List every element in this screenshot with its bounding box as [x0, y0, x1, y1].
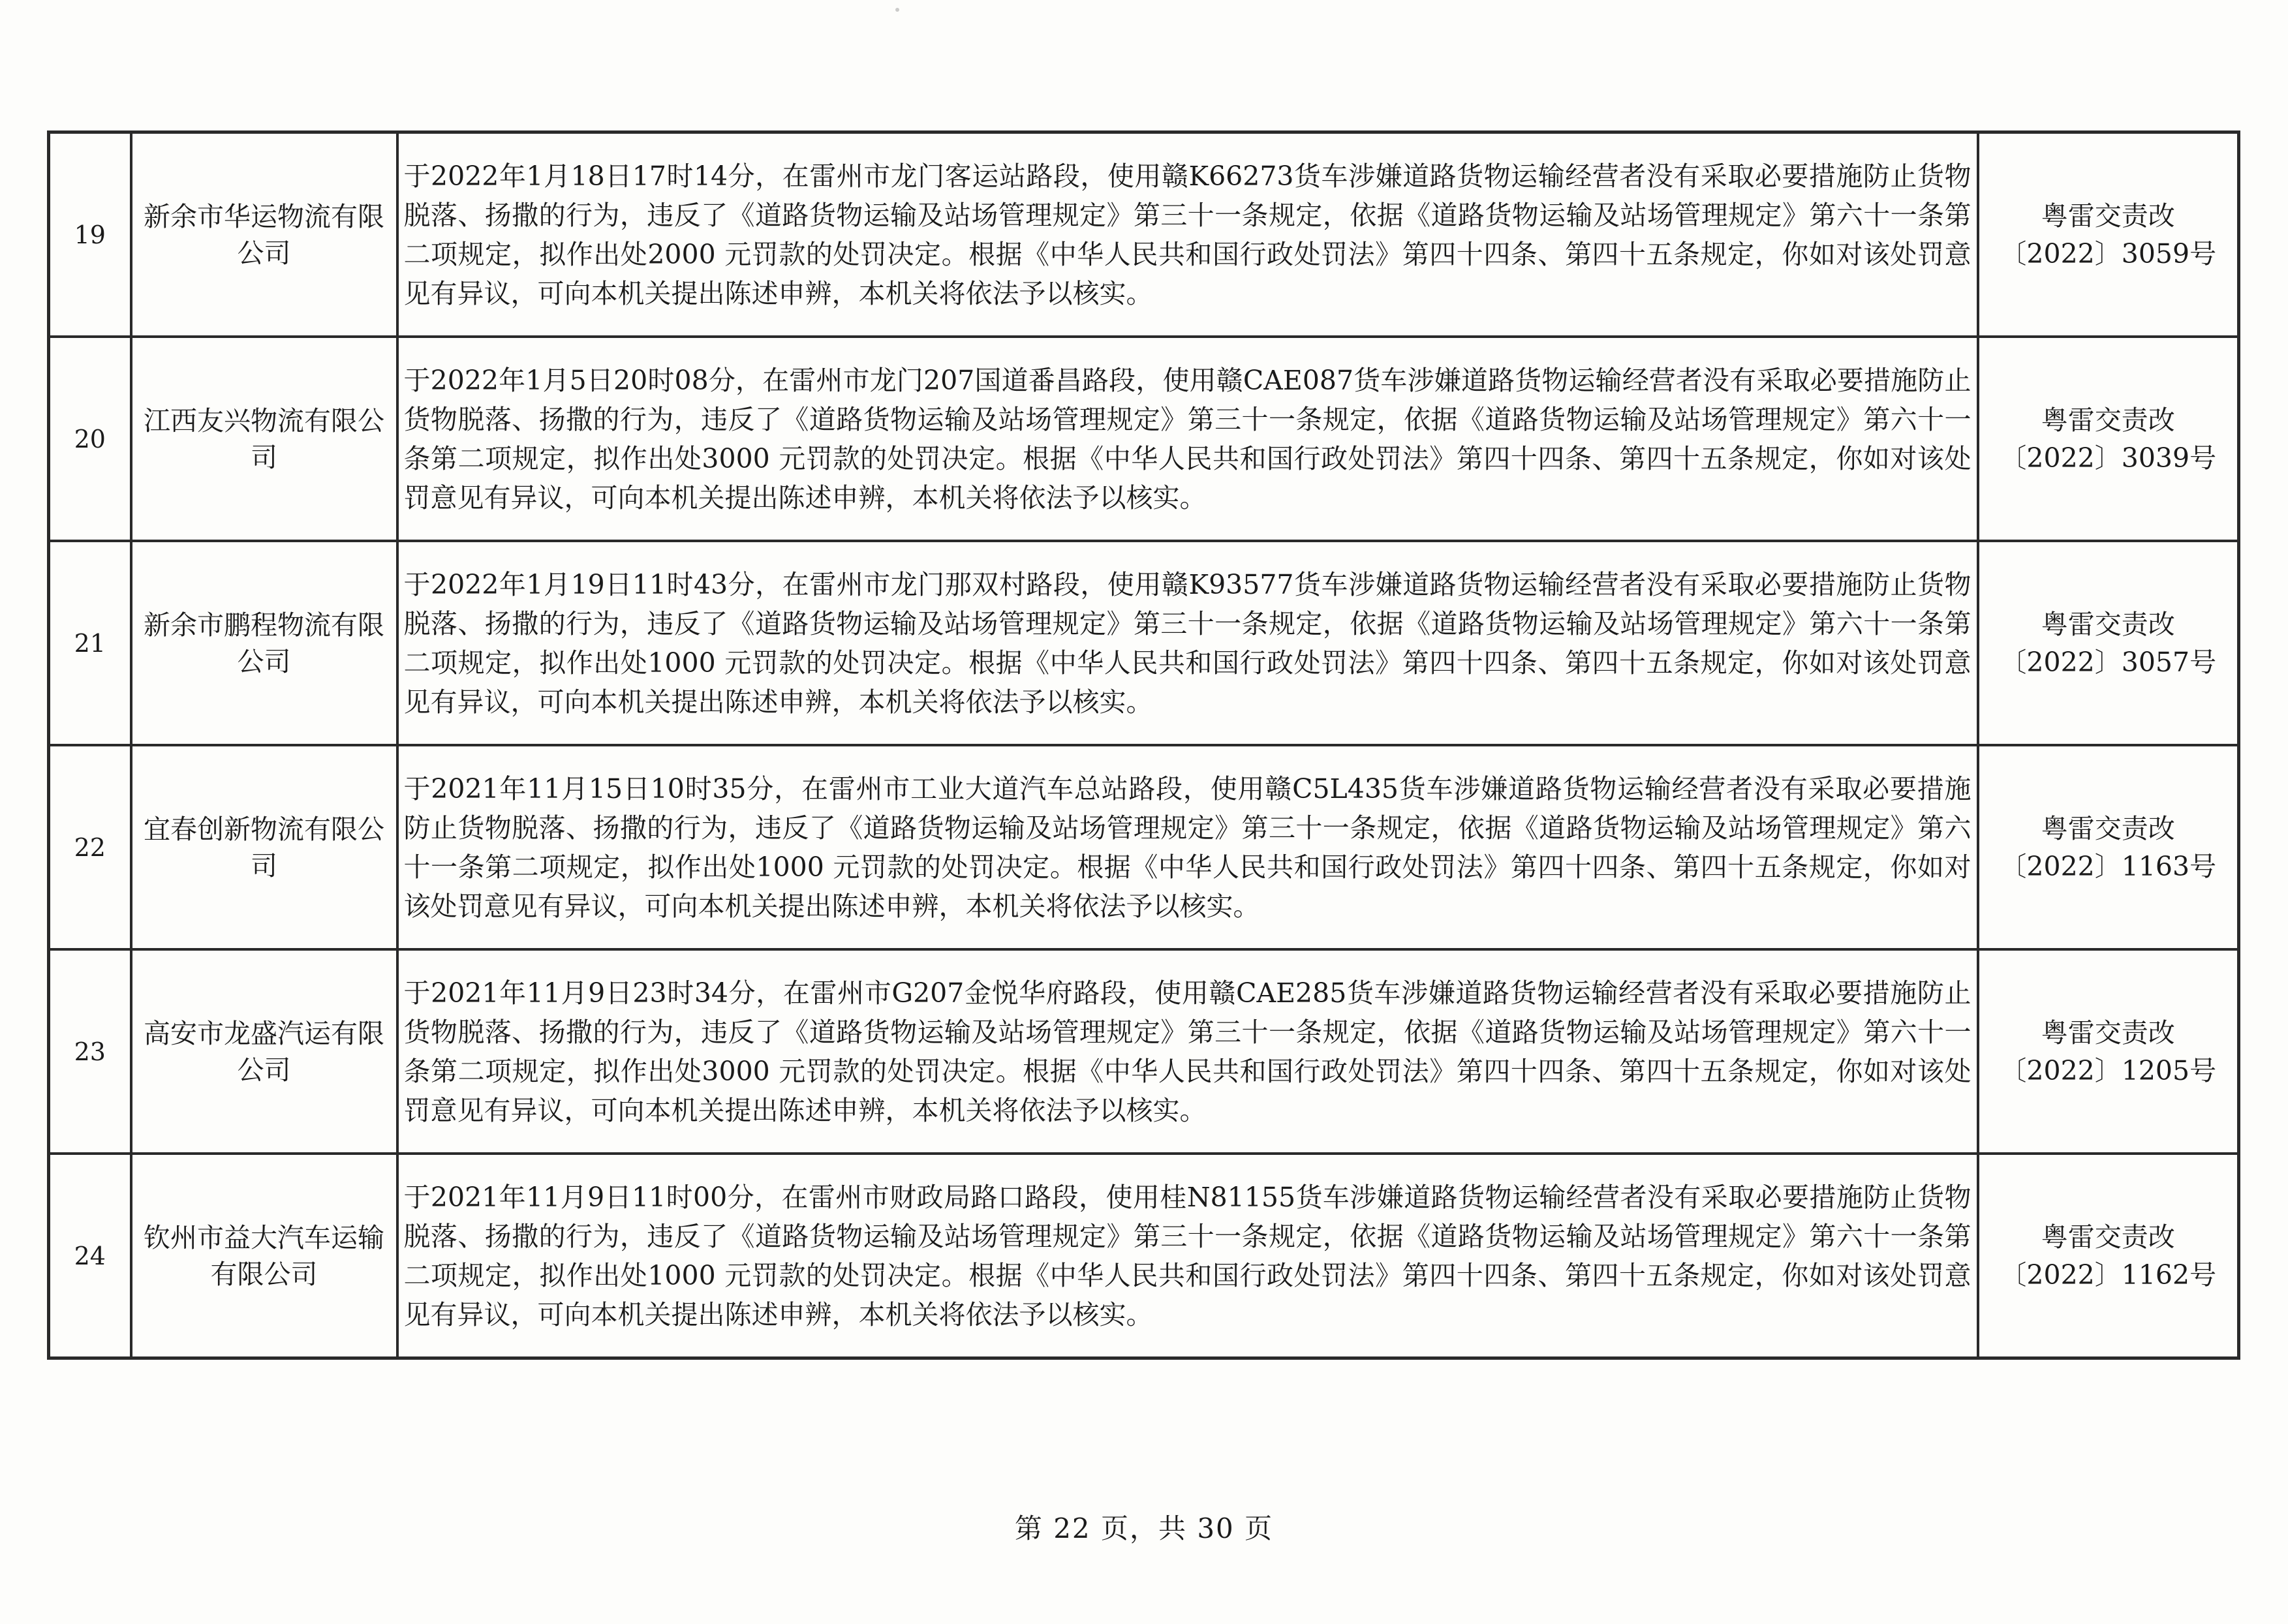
reference-number: 〔2022〕1205号: [2000, 1054, 2217, 1086]
violation-description: 于2022年1月19日11时43分，在雷州市龙门那双村路段，使用赣K93577货车涉嫌道路货物运输经营者没有采取必要措施防止货物脱落、扬撒的行为，违反了《道路货物运输及站场管理规定》第三十一条规定，依据《道路货物运输及站场管理规定》第六十一条第二项规定，拟作出处1000 元罚款的处罚决定。根据《中华人民共和国行政处罚法》第四十四条、第四十五条规定，你如对该处罚意见有异议，可向本机关提出陈述申辨，本机关将依法予以核实。: [397, 541, 1978, 745]
row-number: 23: [49, 949, 131, 1154]
row-number: 24: [49, 1154, 131, 1358]
company-name: 高安市龙盛汽运有限公司: [131, 949, 397, 1154]
table-row: [49, 132, 2239, 337]
document-reference: [1978, 949, 2239, 1154]
row-number: 21: [49, 541, 131, 745]
violation-description: 于2021年11月15日10时35分，在雷州市工业大道汽车总站路段，使用赣C5L435货车涉嫌道路货物运输经营者没有采取必要措施防止货物脱落、扬撒的行为，违反了《道路货物运输及站场管理规定》第三十一条规定，依据《道路货物运输及站场管理规定》第六十一条第二项规定，拟作出处1000 元罚款的处罚决定。根据《中华人民共和国行政处罚法》第四十四条、第四十五条规定，你如对该处罚意见有异议，可向本机关提出陈述申辨，本机关将依法予以核实。: [397, 745, 1978, 949]
document-reference: [1978, 541, 2239, 745]
company-name: 钦州市益大汽车运输有限公司: [131, 1154, 397, 1358]
document-reference: [1978, 132, 2239, 337]
scan-speck-mark: [895, 8, 899, 12]
reference-prefix: 粤雷交责改: [2041, 200, 2175, 232]
row-number: 19: [49, 132, 131, 337]
violation-description: 于2022年1月5日20时08分，在雷州市龙门207国道番昌路段，使用赣CAE087货车涉嫌道路货物运输经营者没有采取必要措施防止货物脱落、扬撒的行为，违反了《道路货物运输及站场管理规定》第三十一条规定，依据《道路货物运输及站场管理规定》第六十一条第二项规定，拟作出处3000 元罚款的处罚决定。根据《中华人民共和国行政处罚法》第四十四条、第四十五条规定，你如对该处罚意见有异议，可向本机关提出陈述申辨，本机关将依法予以核实。: [397, 337, 1978, 541]
violation-description: 于2022年1月18日17时14分，在雷州市龙门客运站路段，使用赣K66273货车涉嫌道路货物运输经营者没有采取必要措施防止货物脱落、扬撒的行为，违反了《道路货物运输及站场管理规定》第三十一条规定，依据《道路货物运输及站场管理规定》第六十一条第二项规定，拟作出处2000 元罚款的处罚决定。根据《中华人民共和国行政处罚法》第四十四条、第四十五条规定，你如对该处罚意见有异议，可向本机关提出陈述申辨，本机关将依法予以核实。: [397, 132, 1978, 337]
table-row: [49, 1154, 2239, 1358]
reference-prefix: 粤雷交责改: [2041, 1017, 2175, 1049]
table-row: [49, 949, 2239, 1154]
company-name: 江西友兴物流有限公司: [131, 337, 397, 541]
reference-prefix: 粤雷交责改: [2041, 404, 2175, 436]
reference-number: 〔2022〕3057号: [2000, 646, 2217, 678]
document-reference: [1978, 745, 2239, 949]
row-number: 22: [49, 745, 131, 949]
company-name: 新余市鹏程物流有限公司: [131, 541, 397, 745]
company-name: 宜春创新物流有限公司: [131, 745, 397, 949]
table-row: [49, 541, 2239, 745]
document-reference: [1978, 1154, 2239, 1358]
document-reference: [1978, 337, 2239, 541]
row-number: 20: [49, 337, 131, 541]
violation-description: 于2021年11月9日11时00分，在雷州市财政局路口路段，使用桂N81155货车涉嫌道路货物运输经营者没有采取必要措施防止货物脱落、扬撒的行为，违反了《道路货物运输及站场管理规定》第三十一条规定，依据《道路货物运输及站场管理规定》第六十一条第二项规定，拟作出处1000 元罚款的处罚决定。根据《中华人民共和国行政处罚法》第四十四条、第四十五条规定，你如对该处罚意见有异议，可向本机关提出陈述申辨，本机关将依法予以核实。: [397, 1154, 1978, 1358]
reference-prefix: 粤雷交责改: [2041, 812, 2175, 844]
page-number-footer: 第 22 页，共 30 页: [1014, 1512, 1274, 1544]
reference-number: 〔2022〕1163号: [2000, 850, 2217, 882]
company-name: 新余市华运物流有限公司: [131, 132, 397, 337]
reference-prefix: 粤雷交责改: [2041, 608, 2175, 640]
reference-number: 〔2022〕1162号: [2000, 1259, 2217, 1291]
table-row: [49, 337, 2239, 541]
violation-description: 于2021年11月9日23时34分，在雷州市G207金悦华府路段，使用赣CAE285货车涉嫌道路货物运输经营者没有采取必要措施防止货物脱落、扬撒的行为，违反了《道路货物运输及站场管理规定》第三十一条规定，依据《道路货物运输及站场管理规定》第六十一条第二项规定，拟作出处3000 元罚款的处罚决定。根据《中华人民共和国行政处罚法》第四十四条、第四十五条规定，你如对该处罚意见有异议，可向本机关提出陈述申辨，本机关将依法予以核实。: [397, 949, 1978, 1154]
reference-number: 〔2022〕3059号: [2000, 237, 2217, 269]
penalty-notice-table: [47, 130, 2240, 1360]
table-row: [49, 745, 2239, 949]
reference-number: 〔2022〕3039号: [2000, 442, 2217, 474]
reference-prefix: 粤雷交责改: [2041, 1221, 2175, 1253]
